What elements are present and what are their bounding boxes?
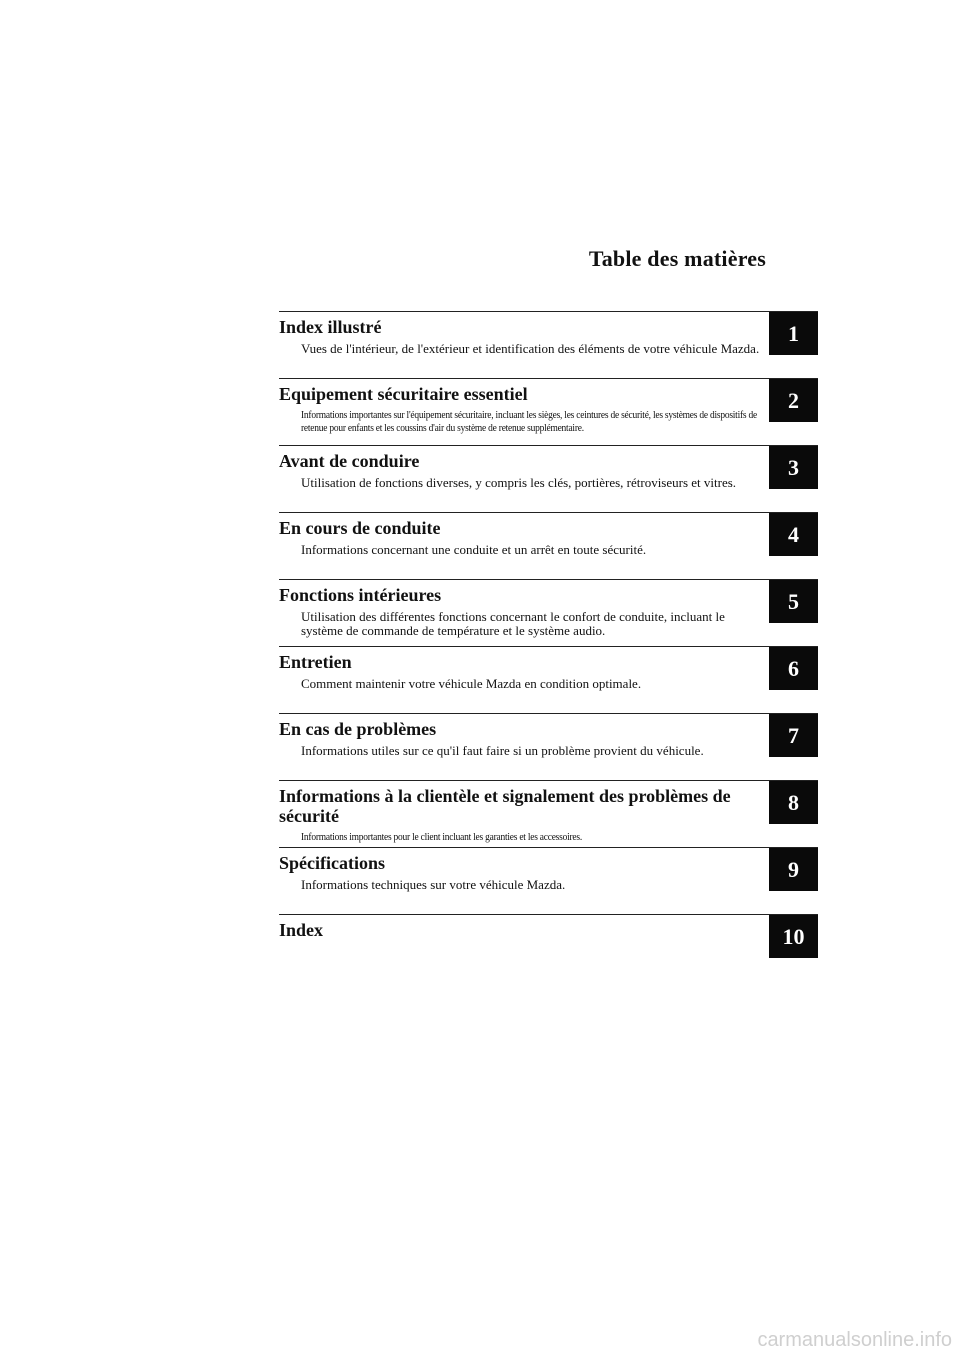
section-tab[interactable]: 6 xyxy=(769,647,818,690)
section-tab[interactable]: 2 xyxy=(769,379,818,422)
section-description: Utilisation de fonctions diverses, y compris les clés, portières, rétroviseurs et vitres. xyxy=(301,475,737,490)
toc-section-informations-clientele[interactable] xyxy=(279,780,818,847)
section-title[interactable]: Index illustré xyxy=(279,317,382,337)
page-title: Table des matières xyxy=(588,246,766,271)
section-title[interactable]: Index xyxy=(279,920,324,940)
toc-section-specifications[interactable] xyxy=(279,847,818,914)
section-tab[interactable]: 4 xyxy=(769,513,818,556)
section-tab[interactable]: 8 xyxy=(769,781,818,824)
section-title[interactable]: Fonctions intérieures xyxy=(279,585,442,605)
section-description: Utilisation des différentes fonctions concernant le confort de conduite, incluant le système de commande de température et le système audio. xyxy=(301,609,725,638)
section-description: Informations importantes pour le client incluant les garanties et les accessoires. xyxy=(301,832,582,843)
section-description: Informations importantes sur l'équipement sécuritaire, incluant les sièges, les ceintures de sécurité, les systèmes de dispositifs de retenue pour enfants et les coussins d'air du système de retenue supplémentaire. xyxy=(301,410,757,434)
toc-section-en-cours-de-conduite[interactable] xyxy=(279,512,818,579)
table-of-contents xyxy=(279,311,818,981)
toc-section-avant-de-conduire[interactable] xyxy=(279,445,818,512)
section-description: Comment maintenir votre véhicule Mazda en condition optimale. xyxy=(301,676,642,691)
section-title[interactable]: Avant de conduire xyxy=(279,451,420,471)
section-tab[interactable]: 10 xyxy=(769,915,818,958)
toc-section-en-cas-de-problemes[interactable] xyxy=(279,713,818,780)
section-description: Informations techniques sur votre véhicule Mazda. xyxy=(301,877,566,892)
toc-section-fonctions-interieures[interactable] xyxy=(279,579,818,646)
section-title[interactable]: Entretien xyxy=(279,652,352,672)
section-tab[interactable]: 3 xyxy=(769,446,818,489)
toc-section-equipement-securitaire[interactable] xyxy=(279,378,818,445)
toc-section-index-illustre[interactable] xyxy=(279,311,818,378)
section-tab[interactable]: 7 xyxy=(769,714,818,757)
section-title[interactable]: Equipement sécuritaire essentiel xyxy=(279,384,528,404)
section-tab[interactable]: 9 xyxy=(769,848,818,891)
section-title[interactable]: En cas de problèmes xyxy=(279,719,437,739)
section-tab[interactable]: 5 xyxy=(769,580,818,623)
toc-section-entretien[interactable] xyxy=(279,646,818,713)
section-description: Informations concernant une conduite et un arrêt en toute sécurité. xyxy=(301,542,647,557)
section-description: Vues de l'intérieur, de l'extérieur et identification des éléments de votre véhicule Mazda. xyxy=(301,341,760,356)
watermark: carmanualsonline.info xyxy=(757,1329,952,1351)
section-title[interactable]: Informations à la clientèle et signalement des problèmes de sécurité xyxy=(279,786,731,826)
section-tab[interactable]: 1 xyxy=(769,312,818,355)
toc-section-index[interactable] xyxy=(279,914,818,981)
section-title[interactable]: En cours de conduite xyxy=(279,518,441,538)
section-title[interactable]: Spécifications xyxy=(279,853,385,873)
section-description: Informations utiles sur ce qu'il faut faire si un problème provient du véhicule. xyxy=(301,743,704,758)
